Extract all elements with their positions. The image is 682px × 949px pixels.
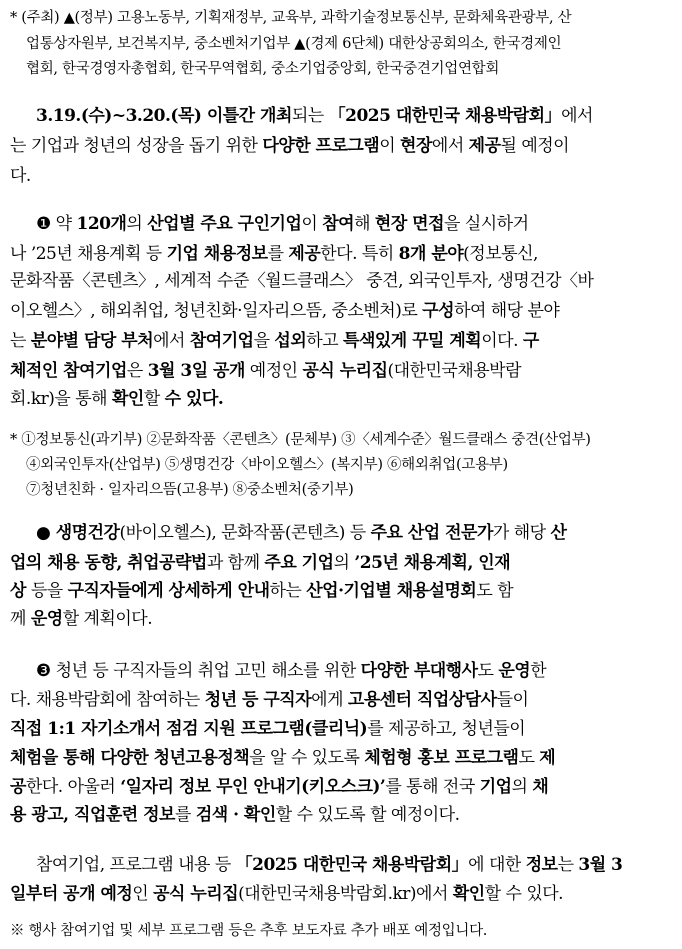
field-list-line: * ①정보통신(과기부) ②문화작품〈콘텐츠〉(문체부) ③〈세계수준〉월드클래스 중견(산업부) xyxy=(10,432,591,448)
bullet-3-icon: ❸ xyxy=(36,661,51,681)
para1-line-5: 는 분야별 담당 부처에서 참여기업을 섭외하고 특색있게 꾸밀 계획이다. 구 xyxy=(10,331,539,351)
para1-line-6: 체적인 참여기업은 3월 3일 공개 예정인 공식 누리집(대한민국채용박람 xyxy=(10,361,522,381)
para1-line-3: 문화작품〈콘텐츠〉, 세계적 수준〈월드클래스〉 중견, 외국인투자, 생명건강〈바 xyxy=(10,271,594,291)
field-list-line: ⑦청년친화 · 일자리으뜸(고용부) ⑧중소벤처(중기부) xyxy=(26,482,354,498)
field-list-line: ④외국인투자(산업부) ⑤생명건강〈바이오헬스〉(복지부) ⑥해외취업(고용부) xyxy=(26,457,508,473)
para1-line-1: ❶ 약 120개의 산업별 주요 구인기업이 참여해 현장 면접을 실시하거 xyxy=(36,214,529,234)
para3-line-3: 직접 1:1 자기소개서 점검 지원 프로그램(클리닉)를 제공하고, 청년들이 xyxy=(10,719,526,739)
para3-line-6: 용 광고, 직업훈련 정보를 검색 · 확인할 수 있도록 할 예정이다. xyxy=(10,805,460,825)
para3-line-4: 체험을 통해 다양한 청년고용정책을 알 수 있도록 체험형 홍보 프로그램도 제 xyxy=(10,748,556,768)
intro-line-3: 다. xyxy=(10,166,31,186)
intro-line-2: 는 기업과 청년의 성장을 돕기 위한 다양한 프로그램이 현장에서 제공될 예정이 xyxy=(10,136,570,156)
para2-line-3: 상 등을 구직자들에게 상세하게 안내하는 산업·기업별 채용설명회도 함 xyxy=(10,581,514,601)
organizer-note-line: * (주최) ▲(정부) 고용노동부, 기획재정부, 교육부, 과학기술정보통신부, 문화체육관광부, 산 xyxy=(10,10,572,26)
para2-line-2: 업의 채용 동향, 취업공략법과 함께 주요 기업의 ’25년 채용계획, 인재 xyxy=(10,553,511,573)
para2-line-4: 께 운영할 계획이다. xyxy=(10,609,153,629)
para1-line-7: 회.kr)을 통해 확인할 수 있다. xyxy=(10,389,224,409)
para3-line-2: 다. 채용박람회에 참여하는 청년 등 구직자에게 고용센터 직업상담사들이 xyxy=(10,690,529,710)
para3-line-1: ❸ 청년 등 구직자들의 취업 고민 해소를 위한 다양한 부대행사도 운영한 xyxy=(36,661,547,681)
organizer-note-line: 협회, 한국경영자총협회, 한국무역협회, 중소기업중앙회, 한국중견기업연합회 xyxy=(26,61,500,77)
bullet-1-icon: ❶ xyxy=(36,214,51,234)
footnote-text: ※ 행사 참여기업 및 세부 프로그램 등은 추후 보도자료 추가 배포 예정입니다. xyxy=(10,923,488,939)
para4-line-1: 참여기업, 프로그램 내용 등 「2025 대한민국 채용박람회」에 대한 정보는 3월 3 xyxy=(36,855,623,875)
organizer-note-line: 업통상자원부, 보건복지부, 중소벤처기업부 ▲(경제 6단체) 대한상공회의소, 한국경제인 xyxy=(26,36,562,52)
bullet-2-icon: ● xyxy=(36,523,51,543)
intro-line-1: 3.19.(수)~3.20.(목) 이틀간 개최되는 「2025 대한민국 채용박람회」에서 xyxy=(36,106,593,126)
para4-line-2: 일부터 공개 예정인 공식 누리집(대한민국채용박람회.kr)에서 확인할 수 있다. xyxy=(10,884,564,904)
para3-line-5: 공한다. 아울러 ‘일자리 정보 무인 안내기(키오스크)’를 통해 전국 기업의 채 xyxy=(10,777,549,797)
para2-line-1: ● 생명건강(바이오헬스), 문화작품(콘텐츠) 등 주요 산업 전문가가 해당 산 xyxy=(36,523,567,543)
para1-line-2: 나 ’25년 채용계획 등 기업 채용정보를 제공한다. 특히 8개 분야(정보통신, xyxy=(10,244,538,264)
para1-line-4: 이오헬스〉, 해외취업, 청년친화·일자리으뜸, 중소벤처)로 구성하여 해당 분야 xyxy=(10,301,560,321)
